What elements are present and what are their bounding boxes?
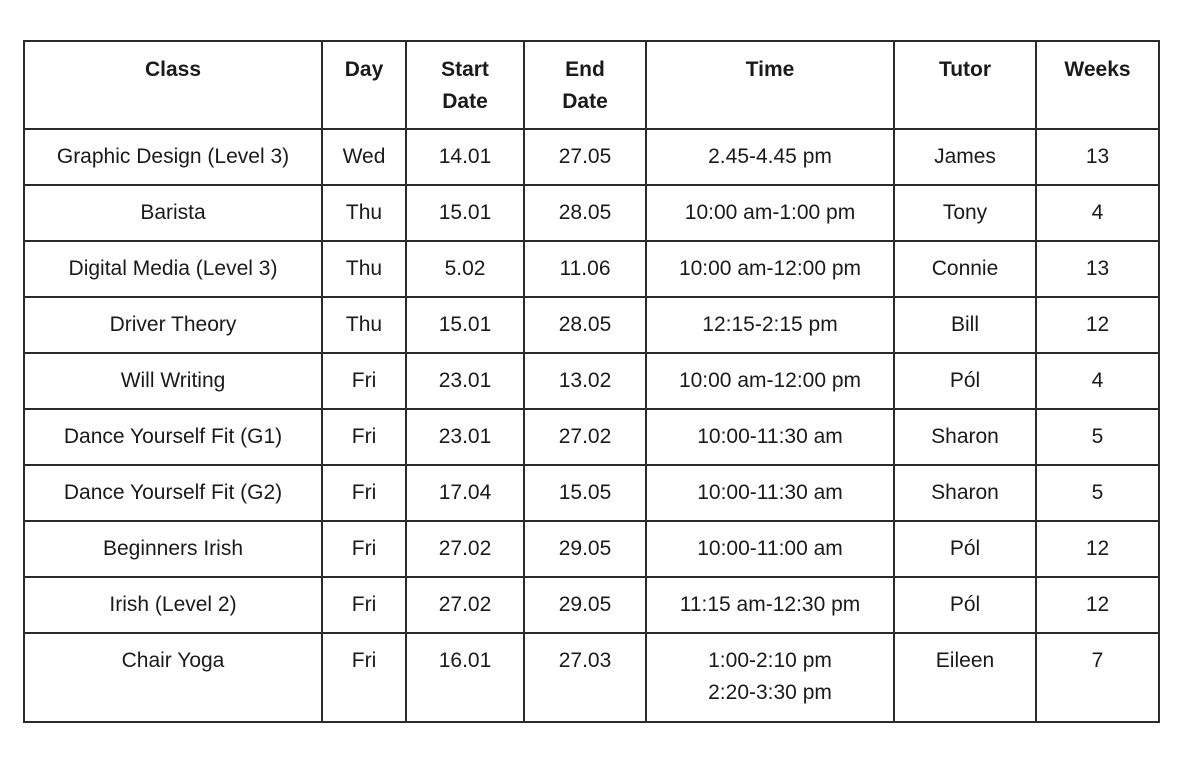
time-line: 1:00-2:10 pm (708, 649, 832, 672)
column-header-class (24, 41, 322, 129)
day-cell: Fri (322, 465, 406, 521)
column-header-weeks (1036, 41, 1159, 129)
day-cell: Wed (322, 129, 406, 185)
start-date-cell: 27.02 (406, 521, 524, 577)
column-header-text: Date (442, 90, 488, 113)
weeks-cell: 4 (1036, 353, 1159, 409)
tutor-cell: Pól (894, 521, 1036, 577)
weeks-cell: 13 (1036, 129, 1159, 185)
table-row (24, 409, 1159, 465)
time-line: 10:00-11:00 am (697, 537, 843, 560)
day-cell: Fri (322, 409, 406, 465)
tutor-cell: Tony (894, 185, 1036, 241)
table-row (24, 353, 1159, 409)
table-header (24, 41, 1159, 129)
end-date-cell: 27.03 (524, 633, 646, 722)
class-cell: Dance Yourself Fit (G2) (24, 465, 322, 521)
column-header-text: End (565, 58, 605, 81)
class-cell: Will Writing (24, 353, 322, 409)
column-header-text: Time (745, 58, 795, 81)
weeks-cell: 12 (1036, 297, 1159, 353)
start-date-cell: 27.02 (406, 577, 524, 633)
start-date-cell: 23.01 (406, 409, 524, 465)
class-cell: Beginners Irish (24, 521, 322, 577)
table-row (24, 241, 1159, 297)
tutor-cell: Sharon (894, 409, 1036, 465)
time-line: 12:15-2:15 pm (702, 313, 838, 336)
day-cell: Thu (322, 297, 406, 353)
time-cell (646, 633, 894, 722)
end-date-cell: 13.02 (524, 353, 646, 409)
weeks-cell: 4 (1036, 185, 1159, 241)
table-row (24, 577, 1159, 633)
weeks-cell: 12 (1036, 521, 1159, 577)
day-cell: Thu (322, 185, 406, 241)
start-date-cell: 23.01 (406, 353, 524, 409)
class-cell: Chair Yoga (24, 633, 322, 722)
end-date-cell: 27.05 (524, 129, 646, 185)
time-cell (646, 521, 894, 577)
time-line: 11:15 am-12:30 pm (679, 593, 861, 616)
start-date-cell: 16.01 (406, 633, 524, 722)
start-date-cell: 5.02 (406, 241, 524, 297)
tutor-cell: Sharon (894, 465, 1036, 521)
day-cell: Fri (322, 353, 406, 409)
time-cell (646, 129, 894, 185)
column-header-end-date (524, 41, 646, 129)
time-line: 10:00-11:30 am (697, 425, 843, 448)
tutor-cell: Pól (894, 353, 1036, 409)
class-schedule-table (23, 40, 1160, 723)
class-cell: Digital Media (Level 3) (24, 241, 322, 297)
column-header-text: Day (344, 58, 384, 81)
time-cell (646, 241, 894, 297)
column-header-start-date (406, 41, 524, 129)
weeks-cell: 5 (1036, 465, 1159, 521)
time-line: 2:20-3:30 pm (708, 681, 832, 704)
table-body (24, 129, 1159, 722)
start-date-cell: 15.01 (406, 297, 524, 353)
tutor-cell: James (894, 129, 1036, 185)
weeks-cell: 12 (1036, 577, 1159, 633)
table-row (24, 185, 1159, 241)
header-row (24, 41, 1159, 129)
day-cell: Fri (322, 521, 406, 577)
end-date-cell: 28.05 (524, 297, 646, 353)
column-header-text: Start (441, 58, 489, 81)
tutor-cell: Eileen (894, 633, 1036, 722)
start-date-cell: 15.01 (406, 185, 524, 241)
table-row (24, 521, 1159, 577)
column-header-text: Tutor (938, 58, 992, 81)
time-cell (646, 353, 894, 409)
time-cell (646, 465, 894, 521)
column-header-day (322, 41, 406, 129)
column-header-text: Class (144, 58, 202, 81)
column-header-time (646, 41, 894, 129)
class-cell: Barista (24, 185, 322, 241)
class-cell: Dance Yourself Fit (G1) (24, 409, 322, 465)
table-row (24, 633, 1159, 722)
end-date-cell: 29.05 (524, 577, 646, 633)
day-cell: Fri (322, 577, 406, 633)
column-header-tutor (894, 41, 1036, 129)
weeks-cell: 7 (1036, 633, 1159, 722)
time-cell (646, 577, 894, 633)
end-date-cell: 11.06 (524, 241, 646, 297)
time-line: 10:00-11:30 am (697, 481, 843, 504)
time-cell (646, 297, 894, 353)
column-header-text: Date (562, 90, 608, 113)
end-date-cell: 28.05 (524, 185, 646, 241)
time-line: 2.45-4.45 pm (708, 145, 832, 168)
time-cell (646, 409, 894, 465)
column-header-text: Weeks (1064, 58, 1131, 81)
weeks-cell: 13 (1036, 241, 1159, 297)
class-cell: Driver Theory (24, 297, 322, 353)
start-date-cell: 14.01 (406, 129, 524, 185)
day-cell: Fri (322, 633, 406, 722)
class-cell: Irish (Level 2) (24, 577, 322, 633)
time-line: 10:00 am-12:00 pm (678, 257, 862, 280)
table-row (24, 129, 1159, 185)
weeks-cell: 5 (1036, 409, 1159, 465)
end-date-cell: 27.02 (524, 409, 646, 465)
table-row (24, 465, 1159, 521)
class-cell: Graphic Design (Level 3) (24, 129, 322, 185)
end-date-cell: 29.05 (524, 521, 646, 577)
tutor-cell: Connie (894, 241, 1036, 297)
tutor-cell: Pól (894, 577, 1036, 633)
time-cell (646, 185, 894, 241)
table-row (24, 297, 1159, 353)
tutor-cell: Bill (894, 297, 1036, 353)
time-line: 10:00 am-1:00 pm (684, 201, 856, 224)
start-date-cell: 17.04 (406, 465, 524, 521)
end-date-cell: 15.05 (524, 465, 646, 521)
day-cell: Thu (322, 241, 406, 297)
time-line: 10:00 am-12:00 pm (678, 369, 862, 392)
